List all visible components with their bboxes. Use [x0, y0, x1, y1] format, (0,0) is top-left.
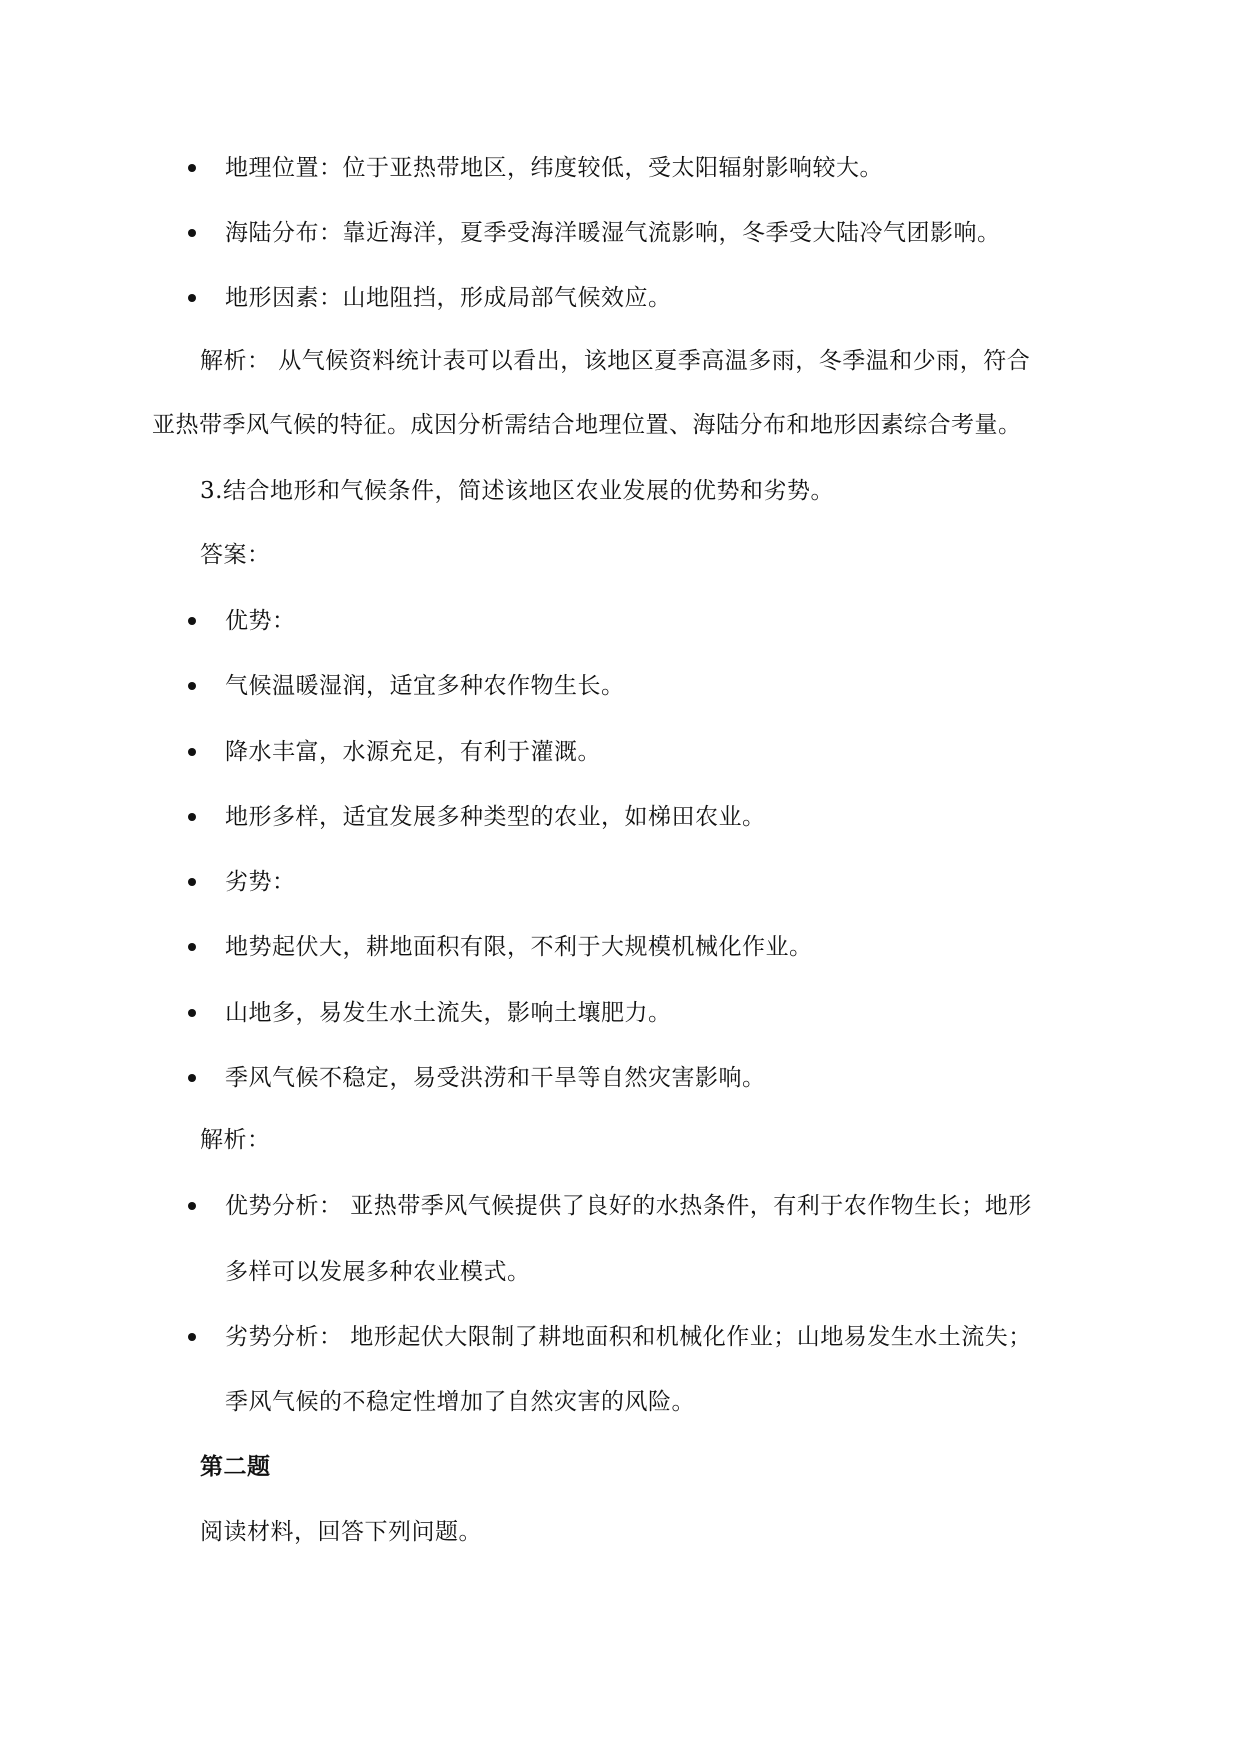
- bullet-item: 气候温暖湿润，适宜多种农作物生长。: [225, 673, 625, 699]
- analysis-paragraph-line: 亚热带季风气候的特征。成因分析需结合地理位置、海陆分布和地形因素综合考量。: [152, 412, 1022, 438]
- bullet-dot: [188, 748, 196, 756]
- bullet-dot: [188, 682, 196, 690]
- bullet-dot: [188, 617, 196, 625]
- bullet-dot: [188, 943, 196, 951]
- analysis-bullet-line: 多样可以发展多种农业模式。: [225, 1259, 531, 1285]
- answer-label: 答案：: [200, 542, 271, 568]
- analysis-bullet-line: 季风气候的不稳定性增加了自然灾害的风险。: [225, 1389, 695, 1415]
- bullet-item: 季风气候不稳定，易受洪涝和干旱等自然灾害影响。: [225, 1065, 766, 1091]
- bullet-dot: [188, 229, 196, 237]
- bullet-item: 地形因素：山地阻挡，形成局部气候效应。: [225, 285, 672, 311]
- bullet-item: 地理位置：位于亚热带地区，纬度较低，受太阳辐射影响较大。: [225, 155, 883, 181]
- bullet-dot: [188, 1202, 196, 1210]
- bullet-dot: [188, 164, 196, 172]
- bullet-dot: [188, 1074, 196, 1082]
- bullet-dot: [188, 878, 196, 886]
- bullet-item: 降水丰富，水源充足，有利于灌溉。: [225, 739, 601, 765]
- bullet-item: 地势起伏大，耕地面积有限，不利于大规模机械化作业。: [225, 934, 813, 960]
- question-prompt: 3.结合地形和气候条件，简述该地区农业发展的优势和劣势。: [200, 478, 834, 504]
- bullet-dot: [188, 813, 196, 821]
- analysis-bullet-line: 劣势分析： 地形起伏大限制了耕地面积和机械化作业；山地易发生水土流失；: [225, 1324, 1032, 1350]
- bullet-dot: [188, 294, 196, 302]
- section-heading: 第二题: [200, 1453, 271, 1480]
- bullet-item: 海陆分布：靠近海洋，夏季受海洋暖湿气流影响，冬季受大陆冷气团影响。: [225, 220, 1001, 246]
- analysis-label: 解析：: [200, 1127, 271, 1153]
- bullet-item: 劣势：: [225, 869, 296, 895]
- bullet-dot: [188, 1333, 196, 1341]
- bullet-item: 地形多样，适宜发展多种类型的农业，如梯田农业。: [225, 804, 766, 830]
- analysis-paragraph-line: 解析： 从气候资料统计表可以看出，该地区夏季高温多雨，冬季温和少雨，符合: [200, 348, 1031, 374]
- section-instruction: 阅读材料，回答下列问题。: [200, 1519, 482, 1545]
- analysis-bullet-line: 优势分析： 亚热带季风气候提供了良好的水热条件，有利于农作物生长；地形: [225, 1193, 1032, 1219]
- bullet-dot: [188, 1009, 196, 1017]
- bullet-item: 山地多，易发生水土流失，影响土壤肥力。: [225, 1000, 672, 1026]
- bullet-item: 优势：: [225, 608, 296, 634]
